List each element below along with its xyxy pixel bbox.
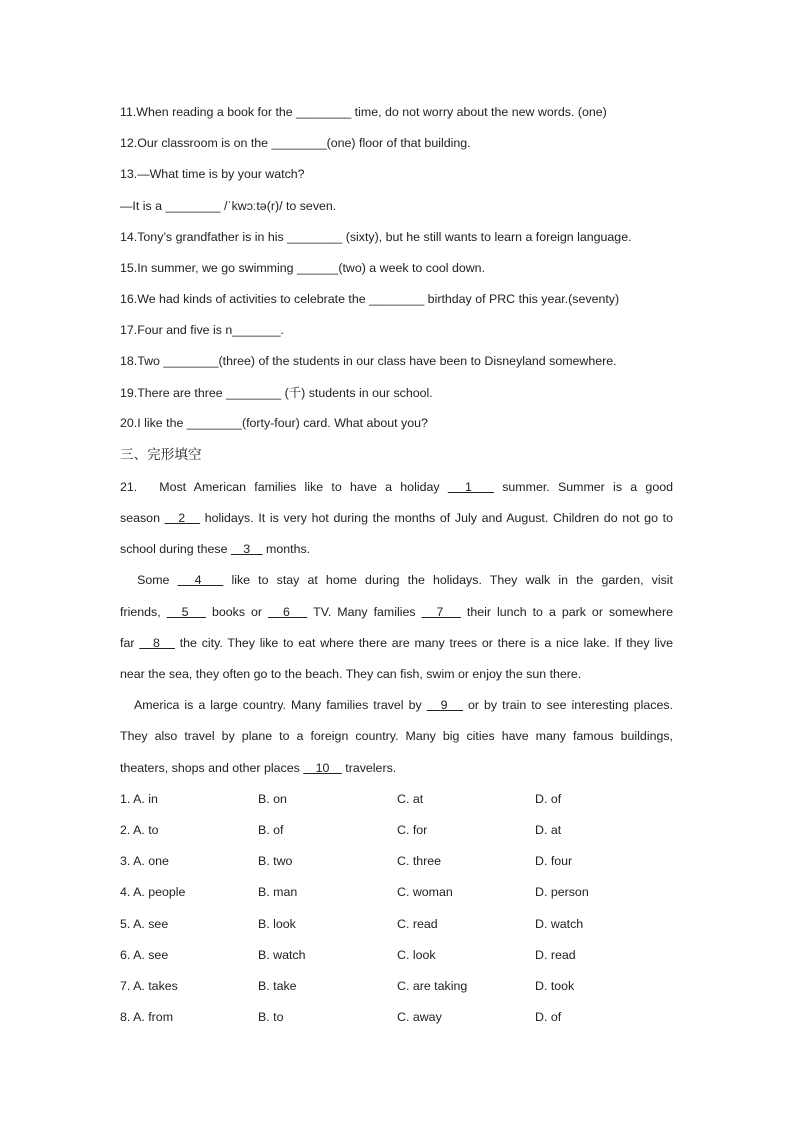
option-2c[interactable]: C. for xyxy=(397,823,428,837)
option-7d[interactable]: D. took xyxy=(535,979,575,993)
question-18: 18.Two ________(three) of the students in our class have been to Disneyland somewhere. xyxy=(120,354,617,368)
options-row-4 xyxy=(120,884,680,900)
question-11: 11.When reading a book for the ________ time, do not worry about the new words. (one) xyxy=(120,105,607,119)
option-1a[interactable]: 1. A. in xyxy=(120,792,158,806)
option-4c[interactable]: C. woman xyxy=(397,885,453,899)
option-1c[interactable]: C. at xyxy=(397,792,424,806)
option-3d[interactable]: D. four xyxy=(535,854,573,868)
option-7a[interactable]: 7. A. takes xyxy=(120,979,178,993)
option-8d[interactable]: D. of xyxy=(535,1010,562,1024)
option-8a[interactable]: 8. A. from xyxy=(120,1010,174,1024)
option-6a[interactable]: 6. A. see xyxy=(120,948,169,962)
question-20: 20.I like the ________(forty-four) card. What about you? xyxy=(120,416,428,430)
section-title: 三、完形填空 xyxy=(120,447,202,462)
passage-line: America is a large country. Many families travel by 9 or by train to see interesting places. xyxy=(120,698,673,712)
option-8b[interactable]: B. to xyxy=(258,1010,284,1024)
blank-9[interactable]: 9 xyxy=(426,698,464,712)
question-15: 15.In summer, we go swimming ______(two) a week to cool down. xyxy=(120,261,486,275)
option-8c[interactable]: C. away xyxy=(397,1010,442,1024)
option-7c[interactable]: C. are taking xyxy=(397,979,468,993)
option-5a[interactable]: 5. A. see xyxy=(120,917,169,931)
options-row-3 xyxy=(120,853,680,869)
option-6d[interactable]: D. read xyxy=(535,948,576,962)
option-5c[interactable]: C. read xyxy=(397,917,438,931)
passage-line: season 2 holidays. It is very hot during the months of July and August. Children do not go to xyxy=(120,511,673,525)
question-16: 16.We had kinds of activities to celebrate the ________ birthday of PRC this year.(seventy) xyxy=(120,292,620,306)
options-row-8 xyxy=(120,1009,680,1025)
passage-line: Some 4 like to stay at home during the holidays. They walk in the garden, visit xyxy=(120,573,673,587)
passage-line: theaters, shops and other places 10 travelers. xyxy=(120,761,397,775)
options-row-1 xyxy=(120,791,680,807)
option-4d[interactable]: D. person xyxy=(535,885,589,899)
question-17: 17.Four and five is n_______. xyxy=(120,323,284,337)
option-1d[interactable]: D. of xyxy=(535,792,562,806)
passage-line: near the sea, they often go to the beach. They can fish, swim or enjoy the sun there. xyxy=(120,667,582,681)
option-2a[interactable]: 2. A. to xyxy=(120,823,159,837)
blank-1[interactable]: 1 xyxy=(447,480,494,494)
option-1b[interactable]: B. on xyxy=(258,792,287,806)
question-19: 19.There are three ________ (千) students in our school. xyxy=(120,386,433,400)
question-14: 14.Tony’s grandfather is in his ________ (sixty), but he still wants to learn a foreign language. xyxy=(120,230,632,244)
option-5d[interactable]: D. watch xyxy=(535,917,584,931)
blank-8[interactable]: 8 xyxy=(139,636,175,650)
option-4b[interactable]: B. man xyxy=(258,885,298,899)
blank-4[interactable]: 4 xyxy=(177,573,224,587)
blank-2[interactable]: 2 xyxy=(164,511,201,525)
blank-7[interactable]: 7 xyxy=(421,605,461,619)
option-6c[interactable]: C. look xyxy=(397,948,436,962)
option-7b[interactable]: B. take xyxy=(258,979,297,993)
passage-line: They also travel by plane to a foreign country. Many big cities have many famous buildings, xyxy=(120,729,673,743)
option-2d[interactable]: D. at xyxy=(535,823,562,837)
option-3c[interactable]: C. three xyxy=(397,854,442,868)
blank-6[interactable]: 6 xyxy=(268,605,308,619)
option-4a[interactable]: 4. A. people xyxy=(120,885,186,899)
blank-3[interactable]: 3 xyxy=(230,542,263,556)
question-13: 13.—What time is by your watch? xyxy=(120,167,305,181)
options-row-2 xyxy=(120,822,680,838)
options-row-6 xyxy=(120,947,680,963)
option-5b[interactable]: B. look xyxy=(258,917,296,931)
passage-line: 21. Most American families like to have a holiday 1 summer. Summer is a good xyxy=(120,480,673,494)
option-3a[interactable]: 3. A. one xyxy=(120,854,169,868)
question-13-answer-line: —It is a ________ /ˈkwɔːtə(r)/ to seven. xyxy=(120,199,337,213)
options-row-5 xyxy=(120,916,680,932)
passage-line: friends, 5 books or 6 TV. Many families 7 their lunch to a park or somewhere xyxy=(120,605,673,619)
blank-10[interactable]: 10 xyxy=(303,761,342,775)
option-6b[interactable]: B. watch xyxy=(258,948,306,962)
options-row-7 xyxy=(120,978,680,994)
option-2b[interactable]: B. of xyxy=(258,823,284,837)
blank-5[interactable]: 5 xyxy=(166,605,206,619)
option-3b[interactable]: B. two xyxy=(258,854,293,868)
question-12: 12.Our classroom is on the ________(one) floor of that building. xyxy=(120,136,471,150)
passage-line: far 8 the city. They like to eat where there are many trees or there is a nice lake. If they live xyxy=(120,636,673,650)
passage-line: school during these 3 months. xyxy=(120,542,311,556)
